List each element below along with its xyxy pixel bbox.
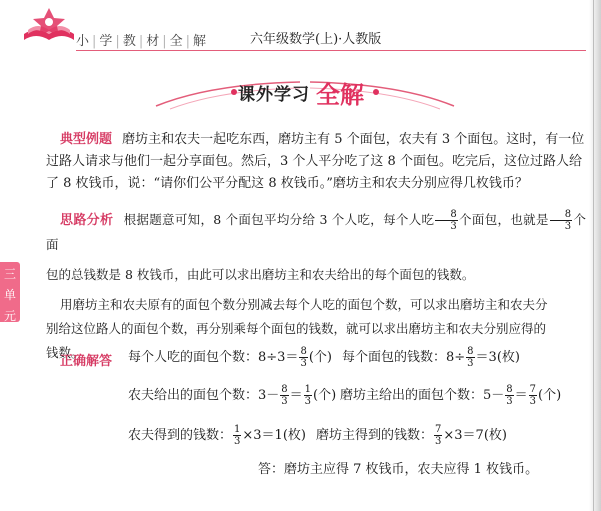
answer-unit: (个) xyxy=(313,388,337,403)
series-char: 小 xyxy=(76,34,91,49)
answer-text: ＝3(枚) xyxy=(475,350,520,365)
answer-row-2a: 农夫给出的面包个数：3－ $\frac{8}{3}$ ＝ $\frac{1}{3}$ (个) xyxy=(128,384,337,407)
answer-text: 农夫得到的钱数： xyxy=(128,428,233,443)
example-line: 过路人请求与他们一起分享面包。然后，3 个人平分吃了这 8 个面包。吃完后，这位过路人给 xyxy=(46,154,582,169)
answer-label: 正确解答 xyxy=(60,354,113,369)
section-title: 课外学习 xyxy=(238,85,310,105)
book-logo-icon xyxy=(18,4,80,44)
answer-unit: (个) xyxy=(308,350,332,365)
tab-char: 单 xyxy=(3,288,16,302)
analysis-line: 别给这位路人的面包个数，再分别乘每个面包的钱数，就可以求出磨坊主和农夫分别应得的 xyxy=(46,321,547,336)
tab-char: 元 xyxy=(3,309,16,323)
answer-text: 农夫给出的面包个数：3－ xyxy=(128,388,280,403)
fraction-eight-thirds: $\frac{8}{3}$ xyxy=(300,346,307,369)
answer-text: 磨坊主得到的钱数： xyxy=(316,428,434,443)
analysis-line: 包的总钱数是 8 枚钱币，由此可以求出磨坊主和农夫给出的每个面包的钱数。 xyxy=(46,267,475,282)
analysis-block xyxy=(46,208,586,365)
answer-text: 每个面包的钱数：8÷ xyxy=(342,350,466,365)
series-char: 全 xyxy=(169,34,184,49)
fraction-eight-thirds: $\frac{8}{3}$ xyxy=(467,346,474,369)
series-char: 学 xyxy=(99,34,114,49)
fraction-eight-thirds: $\frac{8}{3}$ xyxy=(550,209,572,232)
answer-conclusion: 答：磨坊主应得 7 枚钱币，农夫应得 1 枚钱币。 xyxy=(258,462,539,477)
fraction-eight-thirds: $\frac{8}{3}$ xyxy=(506,384,513,407)
unit-side-tab xyxy=(0,262,20,322)
example-label: 典型例题 xyxy=(60,132,113,147)
page-edge-line xyxy=(593,0,594,511)
book-title: 六年级数学(上)·人教版 xyxy=(250,32,382,47)
series-char: 材 xyxy=(146,34,161,49)
section-title-accent: 全解 xyxy=(316,81,364,109)
answer-row-3a xyxy=(128,424,306,447)
tab-char: 三 xyxy=(3,267,16,281)
fraction-seven-thirds: $\frac{7}{3}$ xyxy=(529,384,537,407)
answer-row-3b xyxy=(316,424,507,447)
example-line: 磨坊主和农夫一起吃东西，磨坊主有 5 个面包，农夫有 3 个面包。这时，有一位 xyxy=(122,132,585,147)
answer-text: ×3＝7(枚) xyxy=(443,428,507,443)
analysis-label: 思路分析 xyxy=(60,213,114,228)
fraction-eight-thirds: $\frac{8}{3}$ xyxy=(435,209,457,232)
series-char: 教 xyxy=(122,34,137,49)
example-line: 了 8 枚钱币，说：“请你们公平分配这 8 枚钱币。”磨坊主和农夫分别应得几枚钱币？ xyxy=(46,176,528,191)
section-heading xyxy=(150,76,460,110)
analysis-text: 个面包，也就是 xyxy=(458,212,549,227)
analysis-line: 用磨坊主和农夫原有的面包个数分别减去每个人吃的面包个数，可以求出磨坊主和农夫分 xyxy=(60,297,548,312)
fraction-one-third: $\frac{1}{3}$ xyxy=(234,424,241,447)
answer-text: ×3＝1(枚) xyxy=(242,428,306,443)
example-block xyxy=(46,129,586,195)
answer-unit: (个) xyxy=(538,388,562,403)
fraction-seven-thirds: $\frac{7}{3}$ xyxy=(435,424,442,447)
answer-row-2b: 磨坊主给出的面包个数：5－ $\frac{8}{3}$ ＝ $\frac{7}{3}$ (个) xyxy=(340,384,562,407)
page-edge xyxy=(589,0,601,511)
analysis-text: 根据题意可知，8 个面包平均分给 3 个人吃，每个人吃 xyxy=(123,212,435,227)
analysis-text: 个面 xyxy=(46,212,586,252)
analysis-line: 钱数。 xyxy=(46,345,84,360)
answer-text: 磨坊主给出的面包个数：5－ xyxy=(340,388,505,403)
fraction-one-third: $\frac{1}{3}$ xyxy=(304,384,312,407)
fraction-eight-thirds: $\frac{8}{3}$ xyxy=(281,384,288,407)
answer-text: 每个人吃的面包个数：8÷3＝ xyxy=(128,350,299,365)
answer-row-1b xyxy=(342,346,520,369)
header-rule xyxy=(76,50,586,51)
series-char: 解 xyxy=(193,34,208,49)
series-name: 小 | 学 | 教 | 材 | 全 | 解 xyxy=(76,34,208,49)
answer-row-1a xyxy=(128,346,332,369)
